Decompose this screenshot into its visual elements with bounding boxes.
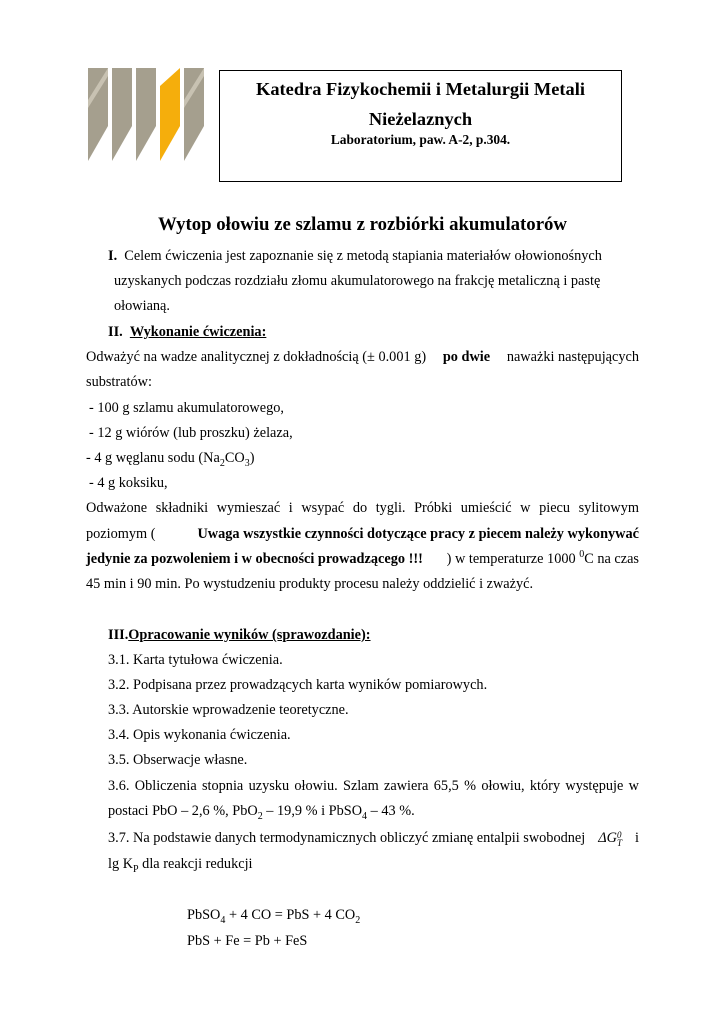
item-3-1: 3.1. Karta tytułowa ćwiczenia. <box>108 652 283 668</box>
section2-para2-line1: Odważone składniki wymieszać i wsypać do tygli. Próbki umieścić w piecu sylitowym <box>86 500 639 516</box>
p1-text-a: Odważyć na wadze analitycznej z dokładnością (± 0.001 g) <box>86 349 427 365</box>
p2-text-a: poziomym ( <box>86 526 156 542</box>
section3-title: Opracowanie wyników (sprawozdanie): <box>128 627 371 643</box>
p2-temperature: ) w temperaturze 1000 $^0$C na czas <box>446 549 639 567</box>
item-3-7-line2: $\lg K_P$ dla reakcji redukcji <box>108 856 253 875</box>
reaction-1: PbSO$_4$ + 4 CO = PbS + 4 $CO_2$ <box>187 907 361 926</box>
department-name-line2: Nieżelaznych <box>368 109 473 129</box>
p2-warning-bold-2: jedynie za pozwoleniem i w obecności prowadzącego !!! <box>86 551 423 567</box>
item-3-5: 3.5. Obserwacje własne. <box>108 752 248 768</box>
substrate-item-1: - 100 g szlamu akumulatorowego, <box>89 400 284 416</box>
section1-number: I. <box>108 248 118 264</box>
item-3-4: 3.4. Opis wykonania ćwiczenia. <box>108 727 291 743</box>
item-3-2: 3.2. Podpisana przez prowadzących karta wyników pomiarowych. <box>108 677 488 693</box>
item-3-6-line2: postaci PbO – 2,6 %, PbO$_2$ – 19,9 % i PbSO$_4$ – 43 %. <box>108 803 415 822</box>
p1-text-bold: po dwie <box>442 349 491 365</box>
document-title: Wytop ołowiu ze szlamu z rozbiórki akumulatorów <box>157 214 567 235</box>
delta-g-symbol: ΔG 0 T <box>598 829 622 848</box>
section1-line3: ołowianą. <box>114 298 170 314</box>
section2-heading <box>108 323 266 341</box>
section1-line1 <box>108 247 602 265</box>
section3-number: III. <box>108 627 129 643</box>
substrate-item-3: - 4 g węglanu sodu $(Na_2CO_3)$ <box>86 450 255 469</box>
department-logo <box>86 66 216 166</box>
p1-text-c: naważki następujących <box>506 349 639 365</box>
reaction-2: PbS + Fe = Pb + FeS <box>187 933 308 949</box>
item-3-7-end: i <box>635 830 639 846</box>
item-3-3: 3.3. Autorskie wprowadzenie teoretyczne. <box>108 702 349 718</box>
section2-para2-line3 <box>86 550 639 568</box>
department-name-line1: Katedra Fizykochemii i Metalurgii Metali <box>256 79 585 99</box>
section2-para1-line1 <box>86 348 639 366</box>
substrate-item-2: - 12 g wiórów (lub proszku) żelaza, <box>89 425 293 441</box>
lab-location: Laboratorium, paw. A-2, p.304. <box>330 132 511 147</box>
section1-line2: uzyskanych podczas rozdziału złomu akumulatorowego na frakcję metaliczną i pastę <box>114 273 601 289</box>
section2-para1-line2: substratów: <box>86 374 152 390</box>
item-3-6-line1: 3.6. Obliczenia stopnia uzysku ołowiu. Szlam zawiera 65,5 % ołowiu, który występuje w <box>108 778 639 794</box>
header-box <box>219 70 622 182</box>
section1-text1: Celem ćwiczenia jest zapoznanie się z metodą stapiania materiałów ołowionośnych <box>124 248 602 264</box>
p2-warning-bold: Uwaga wszystkie czynności dotyczące pracy z piecem należy wykonywać <box>197 526 639 542</box>
section3-heading <box>108 626 371 644</box>
section2-number: II. <box>108 324 123 340</box>
substrate-item-4: - 4 g koksiku, <box>89 475 168 491</box>
section2-title: Wykonanie ćwiczenia: <box>129 324 267 340</box>
item-3-7-line1 <box>108 829 639 847</box>
item-3-7-text: 3.7. Na podstawie danych termodynamicznych obliczyć zmianę entalpii swobodnej <box>108 830 586 846</box>
section2-para2-line2 <box>86 525 639 543</box>
section2-para2-line4: 45 min i 90 min. Po wystudzeniu produkty procesu należy oddzielić i zważyć. <box>86 576 534 592</box>
